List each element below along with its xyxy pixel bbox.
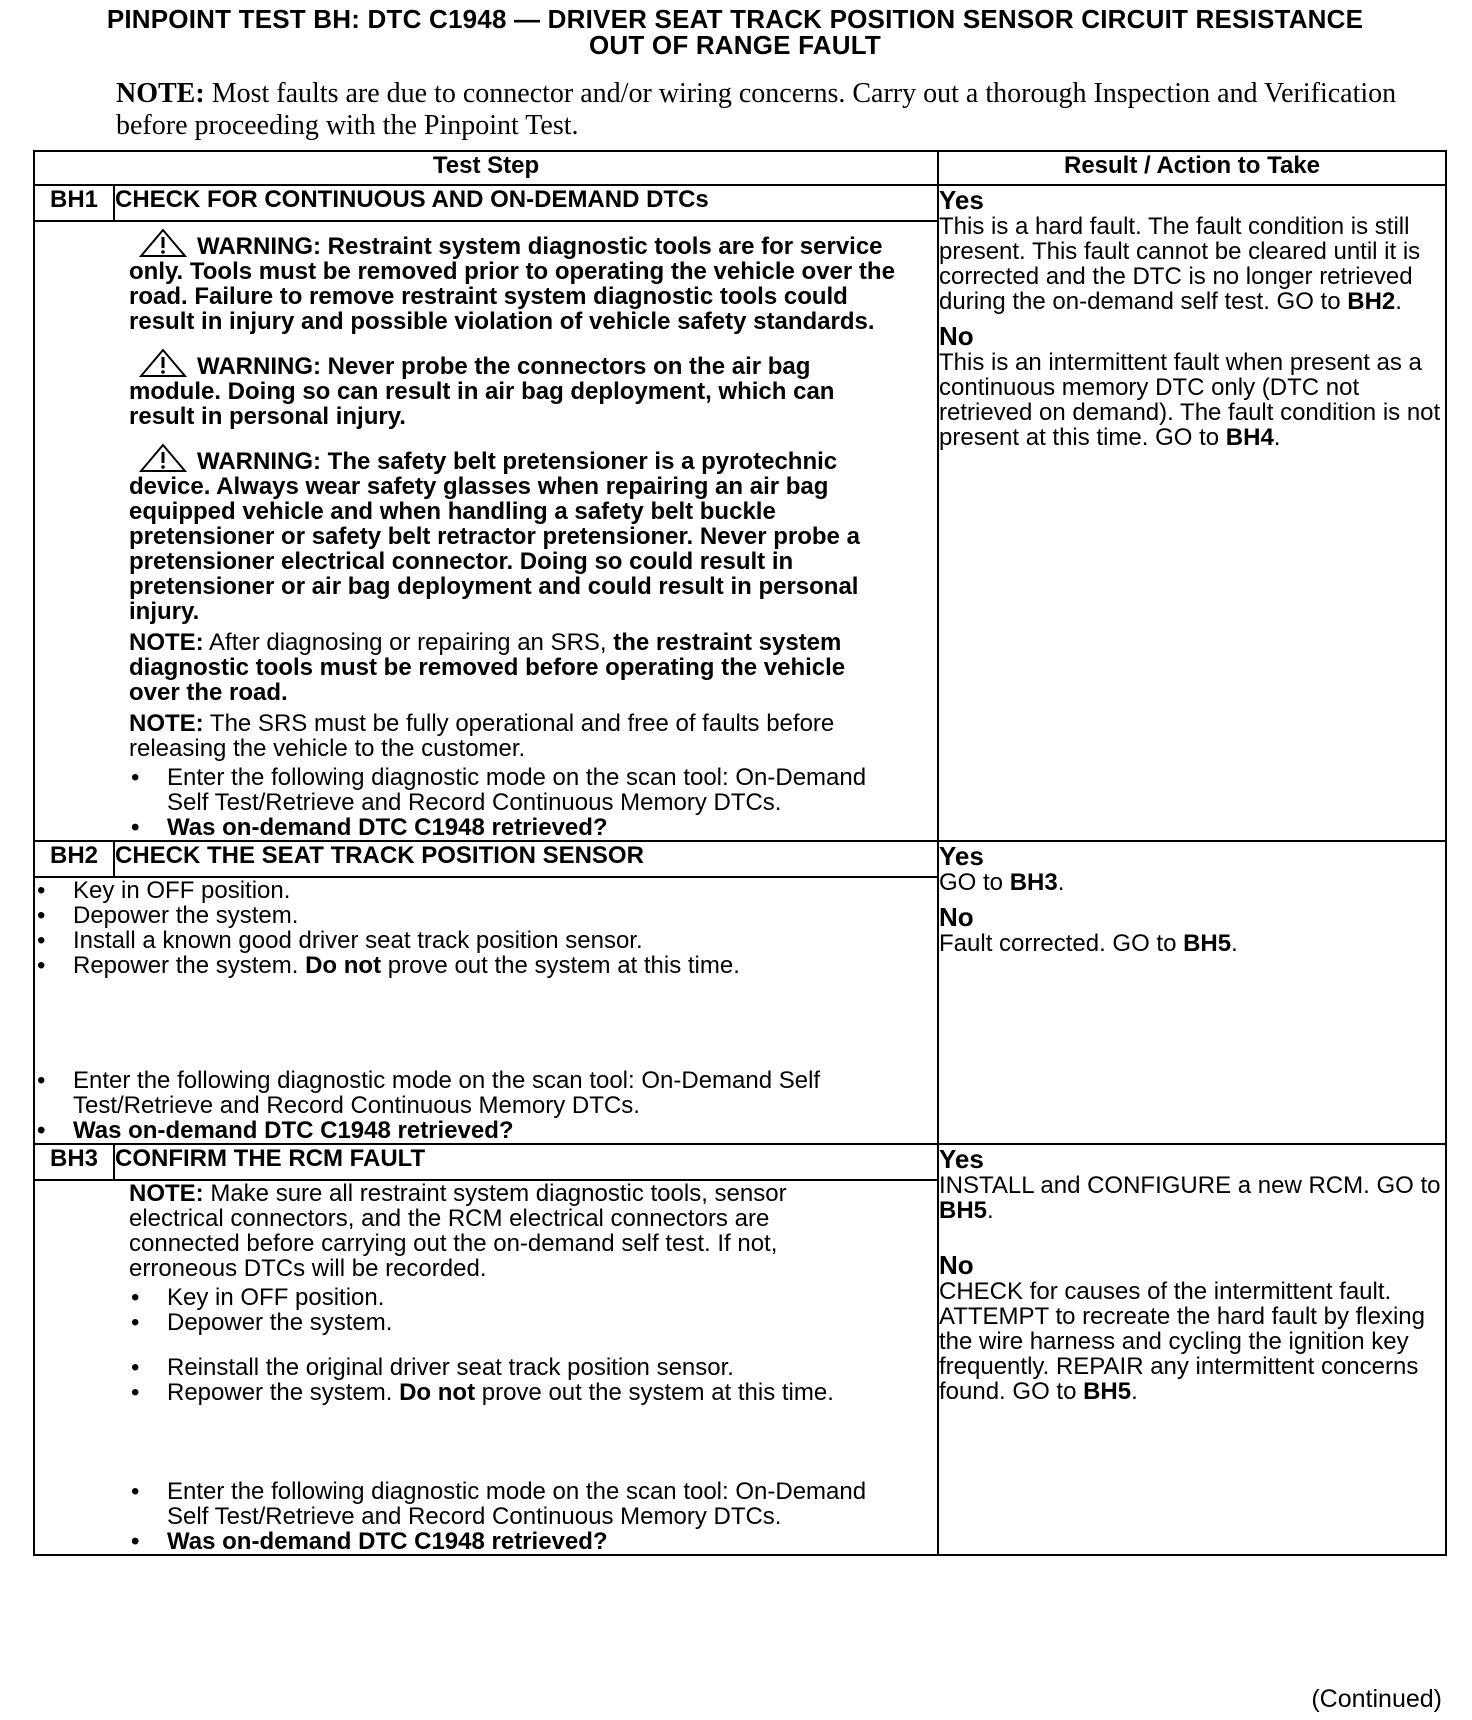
- intro-note-text: Most faults are due to connector and/or wiring concerns. Carry out a thorough Inspection and Verification before proceeding with the Pinpoint Test.: [116, 78, 1397, 141]
- warning-triangle-icon: [139, 443, 187, 473]
- warning-triangle-icon: [139, 348, 187, 378]
- warning-3: WARNING: The safety belt pretensioner is a pyrotechnic device. Always wear safety glasses when repairing an air bag equipped vehicle and when handling a safety belt buckle pretensioner or safety belt retractor pretensioner. Never probe a pretensioner electrical connector. Doing so could result in pretensioner or air bag deployment and could result in personal injury.: [129, 443, 897, 624]
- spacer: [35, 978, 937, 1068]
- list-item: • Depower the system.: [129, 1310, 877, 1335]
- note-connectors: NOTE: Make sure all restraint system diagnostic tools, sensor electrical connectors, and the RCM electrical connectors are connected before carrying out the on-demand self test. If not, erroneous DTCs will be recorded.: [129, 1180, 787, 1282]
- goto-link[interactable]: BH4: [1225, 424, 1274, 451]
- spacer: [129, 1335, 877, 1355]
- header-test-step: Test Step: [34, 151, 938, 185]
- result-no-label: No: [939, 321, 974, 351]
- bullet-list: [129, 765, 897, 840]
- note-srs-tools: NOTE: After diagnosing or repairing an SRS, the restraint system diagnostic tools must be removed before operating the vehicle over the road.: [129, 629, 846, 706]
- goto-link[interactable]: BH3: [1009, 869, 1058, 896]
- step-row-bh2: [34, 841, 1446, 877]
- result-yes-label: Yes: [939, 1144, 984, 1174]
- step-title-bh2: CHECK THE SEAT TRACK POSITION SENSOR: [114, 841, 938, 877]
- list-item: • Install a known good driver seat track position sensor.: [35, 928, 937, 953]
- step-body-bh3: [34, 1180, 938, 1555]
- pinpoint-test-table: [33, 150, 1447, 1556]
- goto-link[interactable]: BH5: [1083, 1378, 1132, 1405]
- list-item: • Reinstall the original driver seat track position sensor.: [129, 1355, 877, 1380]
- step-id-bh3: BH3: [34, 1144, 114, 1180]
- list-item: • Enter the following diagnostic mode on the scan tool: On-Demand Self Test/Retrieve and Record Continuous Memory DTCs.: [129, 765, 897, 815]
- list-item-question: • Was on-demand DTC C1948 retrieved?: [129, 1529, 877, 1554]
- goto-link[interactable]: BH2: [1347, 288, 1396, 315]
- list-item: • Key in OFF position.: [129, 1285, 877, 1310]
- step-row-bh3: [34, 1144, 1446, 1180]
- bullet-list: [129, 1285, 877, 1335]
- result-bh1: [938, 185, 1446, 841]
- table-header-row: [34, 151, 1446, 185]
- bullet-list: [129, 1479, 877, 1554]
- list-item: • Repower the system. Do not prove out the system at this time.: [35, 953, 937, 978]
- warning-1: WARNING: Restraint system diagnostic tools are for service only. Tools must be removed prior to operating the vehicle over the road. Failure to remove restraint system diagnostic tools could result in injury and possible violation of vehicle safety standards.: [129, 228, 897, 334]
- spacer: [129, 1405, 877, 1479]
- step-id-bh1: BH1: [34, 185, 114, 221]
- result-no-text: This is an intermittent fault when present as a continuous memory DTC only (DTC not retrieved on demand). The fault condition is not present at this time. GO to BH4.: [939, 349, 1441, 451]
- title-line-1: PINPOINT TEST BH: DTC C1948 — DRIVER SEAT TRACK POSITION SENSOR CIRCUIT RESISTANCE: [106, 4, 1364, 34]
- list-item: • Key in OFF position.: [35, 878, 937, 903]
- warning-2: WARNING: Never probe the connectors on the air bag module. Doing so can result in air bag deployment, which can result in personal injury.: [129, 348, 897, 429]
- step-title-bh1: CHECK FOR CONTINUOUS AND ON-DEMAND DTCs: [114, 185, 938, 221]
- bullet-list: [35, 878, 937, 978]
- goto-link[interactable]: BH5: [1183, 930, 1232, 957]
- step-title-bh3: CONFIRM THE RCM FAULT: [114, 1144, 938, 1180]
- result-bh2: [938, 841, 1446, 1144]
- bullet-list: [35, 1068, 937, 1143]
- result-bh3: [938, 1144, 1446, 1555]
- result-no-text: Fault corrected. GO to BH5.: [939, 930, 1238, 957]
- step-body-bh1: [34, 221, 938, 841]
- result-no-label: No: [939, 1250, 974, 1280]
- list-item: • Enter the following diagnostic mode on the scan tool: On-Demand Self Test/Retrieve and Record Continuous Memory DTCs.: [35, 1068, 937, 1118]
- list-item: • Enter the following diagnostic mode on the scan tool: On-Demand Self Test/Retrieve and Record Continuous Memory DTCs.: [129, 1479, 877, 1529]
- list-item: • Repower the system. Do not prove out the system at this time.: [129, 1380, 877, 1405]
- list-item-question: • Was on-demand DTC C1948 retrieved?: [129, 815, 897, 840]
- bullet-list: [129, 1355, 877, 1405]
- result-yes-label: Yes: [939, 185, 984, 215]
- warning-triangle-icon: [139, 228, 187, 258]
- list-item-question: • Was on-demand DTC C1948 retrieved?: [35, 1118, 937, 1143]
- step-id-bh2: BH2: [34, 841, 114, 877]
- title-line-2: OUT OF RANGE FAULT: [589, 30, 881, 60]
- step-body-bh2: [34, 877, 938, 1144]
- goto-link[interactable]: BH5: [939, 1197, 988, 1224]
- result-no-text: CHECK for causes of the intermittent fault. ATTEMPT to recreate the hard fault by flexing the wire harness and cycling the ignition key frequently. REPAIR any intermittent concerns found. GO to BH5.: [939, 1278, 1425, 1405]
- intro-note-label: NOTE:: [116, 78, 205, 109]
- list-item: • Depower the system.: [35, 903, 937, 928]
- result-yes-text: INSTALL and CONFIGURE a new RCM. GO to BH5.: [939, 1172, 1441, 1224]
- result-yes-text: GO to BH3.: [939, 869, 1065, 896]
- result-yes-label: Yes: [939, 841, 984, 871]
- note-srs-operational: NOTE: The SRS must be fully operational and free of faults before releasing the vehicle to the customer.: [129, 710, 835, 762]
- result-yes-text: This is a hard fault. The fault condition is still present. This fault cannot be cleared until it is corrected and the DTC is no longer retrieved during the on-demand self test. GO to BH2.: [939, 213, 1421, 315]
- spacer: [939, 1223, 1445, 1243]
- result-no-label: No: [939, 902, 974, 932]
- header-result: Result / Action to Take: [938, 151, 1446, 185]
- intro-note: [116, 78, 1416, 142]
- page-title: [30, 6, 1440, 58]
- step-row-bh1: [34, 185, 1446, 221]
- continued-label: (Continued): [1311, 1685, 1442, 1713]
